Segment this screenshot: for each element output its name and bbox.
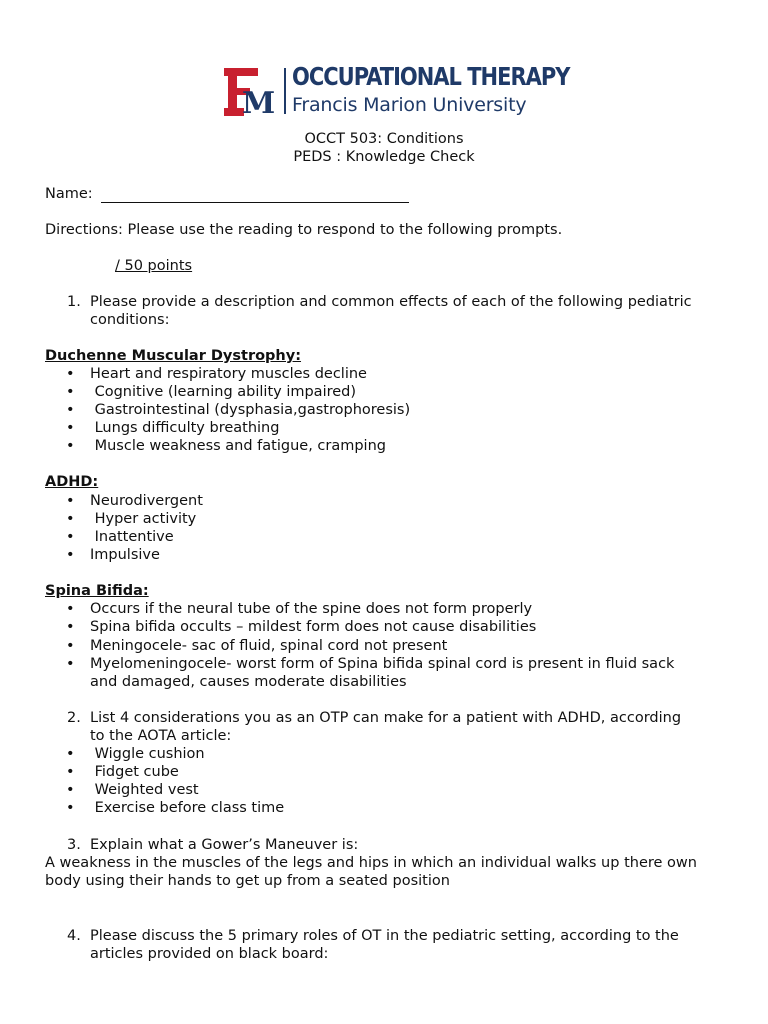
spina-item: Spina bifida occults – mildest form does not cause disabilities [90, 619, 537, 635]
dmd-item: Muscle weakness and fatigue, cramping [90, 438, 386, 454]
logo-title: OCCUPATIONAL THERAPY [292, 62, 570, 91]
bullet-icon: • [66, 384, 75, 400]
q2-item: Wiggle cushion [90, 746, 205, 762]
question-1-line2: conditions: [90, 312, 170, 328]
question-3-text: Explain what a Gower’s Maneuver is: [90, 837, 359, 853]
dmd-item: Cognitive (learning ability impaired) [90, 384, 357, 400]
bullet-icon: • [66, 619, 75, 635]
bullet-icon: • [66, 529, 75, 545]
adhd-item: Neurodivergent [90, 493, 203, 509]
dmd-item: Gastrointestinal (dysphasia,gastrophoresis) [90, 402, 411, 418]
spina-item-continued: and damaged, causes moderate disabilities [90, 674, 407, 690]
q2-item: Fidget cube [90, 764, 179, 780]
points-blank[interactable] [45, 258, 115, 274]
question-1-line1: Please provide a description and common effects of each of the following pediatric [90, 294, 692, 310]
bullet-icon: • [66, 601, 75, 617]
bullet-icon: • [66, 638, 75, 654]
bullet-icon: • [66, 782, 75, 798]
points-text: / 50 points [115, 258, 193, 274]
question-2-line2: to the AOTA article: [90, 728, 232, 744]
question-1-number: 1. [67, 294, 81, 310]
adhd-item: Inattentive [90, 529, 174, 545]
dmd-heading: Duchenne Muscular Dystrophy: [45, 348, 302, 364]
question-4-number: 4. [67, 928, 81, 944]
bullet-icon: • [66, 764, 75, 780]
q2-item: Exercise before class time [90, 800, 285, 816]
bullet-icon: • [66, 511, 75, 527]
question-3-answer-line2: body using their hands to get up from a seated position [45, 873, 450, 889]
bullet-icon: • [66, 366, 75, 382]
spina-item: Meningocele- sac of fluid, spinal cord not present [90, 638, 448, 654]
bullet-icon: • [66, 402, 75, 418]
question-3-number: 3. [67, 837, 81, 853]
q2-item: Weighted vest [90, 782, 199, 798]
logo-divider [284, 68, 286, 114]
dmd-item: Heart and respiratory muscles decline [90, 366, 367, 382]
directions-text: Directions: Please use the reading to respond to the following prompts. [45, 222, 563, 238]
logo-subtitle: Francis Marion University [292, 94, 527, 116]
bullet-icon: • [66, 656, 75, 672]
bullet-icon: • [66, 420, 75, 436]
spina-bifida-heading: Spina Bifida: [45, 583, 149, 599]
fm-logo-mark-icon [224, 66, 278, 118]
question-4-line2: articles provided on black board: [90, 946, 329, 962]
bullet-icon: • [66, 547, 75, 563]
university-logo [224, 62, 570, 120]
name-label: Name: [45, 186, 93, 202]
adhd-item: Hyper activity [90, 511, 197, 527]
question-2-number: 2. [67, 710, 81, 726]
question-4-line1: Please discuss the 5 primary roles of OT in the pediatric setting, according to the [90, 928, 679, 944]
name-field[interactable] [101, 186, 409, 203]
spina-item: Myelomeningocele- worst form of Spina bifida spinal cord is present in fluid sack [90, 656, 675, 672]
spina-item: Occurs if the neural tube of the spine does not form properly [90, 601, 533, 617]
bullet-icon: • [66, 493, 75, 509]
adhd-heading: ADHD: [45, 474, 99, 490]
adhd-item: Impulsive [90, 547, 160, 563]
question-2-line1: List 4 considerations you as an OTP can make for a patient with ADHD, according [90, 710, 682, 726]
points-row [45, 258, 192, 274]
course-title: OCCT 503: Conditions [304, 131, 464, 147]
bullet-icon: • [66, 746, 75, 762]
dmd-item: Lungs difficulty breathing [90, 420, 280, 436]
svg-text:M: M [242, 86, 276, 118]
name-row [45, 186, 409, 203]
course-subtitle: PEDS : Knowledge Check [293, 149, 475, 165]
bullet-icon: • [66, 438, 75, 454]
bullet-icon: • [66, 800, 75, 816]
question-3-answer-line1: A weakness in the muscles of the legs and hips in which an individual walks up there own [45, 855, 697, 871]
